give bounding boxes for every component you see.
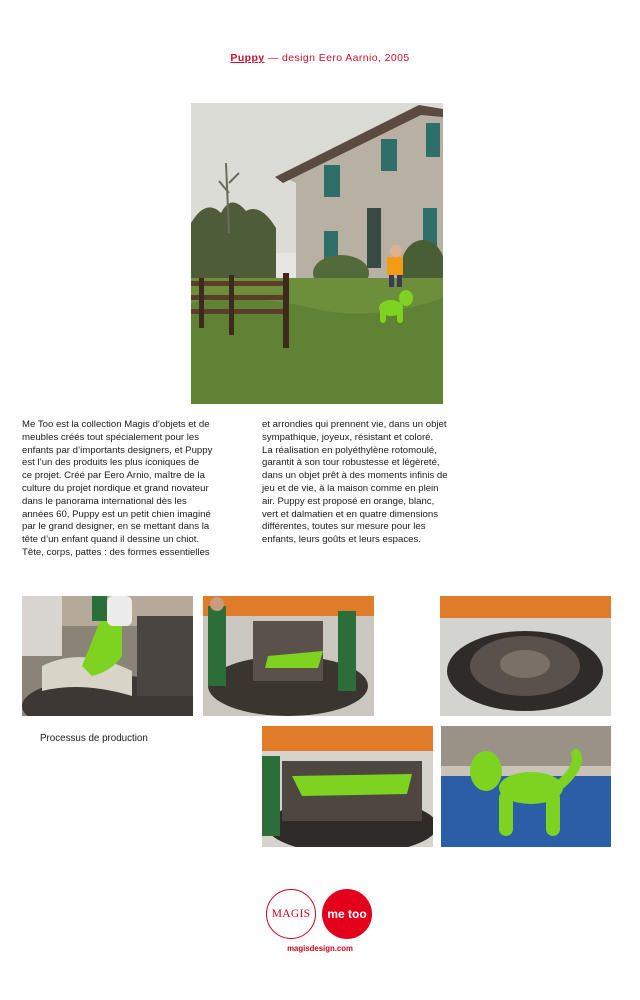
body-line: culture du projet nordique et grand novateur: [22, 482, 209, 494]
production-photo-3: [440, 596, 611, 716]
page-header: [0, 52, 640, 64]
body-line: ce projet. Créé par Eero Arnio, maître de la: [22, 470, 205, 482]
production-photo-5: [441, 726, 611, 847]
production-photo-2: [203, 596, 374, 716]
production-photo-5-illustration: [441, 726, 611, 847]
body-line: tête d’un enfant quand il dessine un chiot.: [22, 534, 200, 546]
magis-logo[interactable]: [266, 889, 316, 939]
website-link[interactable]: magisdesign.com: [287, 944, 353, 953]
product-name-link[interactable]: Puppy: [230, 52, 265, 64]
body-line: dans le panorama international dès les: [22, 495, 187, 507]
hero-photo-illustration: [191, 103, 443, 404]
body-text-left: [22, 419, 250, 560]
production-photo-2-illustration: [203, 596, 374, 716]
body-line: jeu et de vie, à la maison comme en plein: [262, 482, 439, 494]
body-line: Tête, corps, pattes : des formes essentielles: [22, 546, 210, 558]
body-line: Me Too est la collection Magis d’objets et de: [22, 419, 210, 430]
metoo-logo-text: me too: [327, 907, 367, 921]
body-line: enfants par d’importants designers, et Puppy: [22, 444, 213, 456]
metoo-logo[interactable]: [322, 889, 372, 939]
body-line: et arrondies qui prennent vie, dans un objet: [262, 419, 447, 430]
production-photo-4: [262, 726, 433, 847]
header-designer: — design Eero Aarnio, 2005: [264, 52, 410, 64]
hero-photo: [191, 103, 443, 404]
production-photo-4-illustration: [262, 726, 433, 847]
body-line: meubles créés tout spécialement pour les: [22, 431, 200, 443]
production-photo-1-illustration: [22, 596, 193, 716]
body-line: enfants, leurs goûts et leurs espaces.: [262, 534, 421, 546]
production-caption: Processus de production: [40, 733, 148, 744]
body-line: est l’un des produits les plus iconiques de: [22, 457, 200, 469]
production-photo-3-illustration: [440, 596, 611, 716]
body-line: garantit à son tour robustesse et légèreté,: [262, 457, 440, 469]
magis-logo-text: MAGIS: [271, 908, 311, 920]
body-line: air. Puppy est proposé en orange, blanc,: [262, 495, 435, 507]
body-line: sympathique, joyeux, résistant et coloré.: [262, 431, 434, 443]
body-line: différentes, toutes sur mesure pour les: [262, 521, 426, 533]
production-photo-1: [22, 596, 193, 716]
body-line: vert et dalmatien et en quatre dimensions: [262, 508, 438, 520]
body-line: dans un objet prêt à des moments infinis de: [262, 470, 448, 482]
body-text-right: [262, 419, 490, 547]
body-line: La réalisation en polyéthylène rotomoulé,: [262, 444, 437, 456]
body-line: par le grand designer, en se mettant dans la: [22, 521, 210, 533]
body-line: années 60, Puppy est un petit chien imaginé: [22, 508, 211, 520]
